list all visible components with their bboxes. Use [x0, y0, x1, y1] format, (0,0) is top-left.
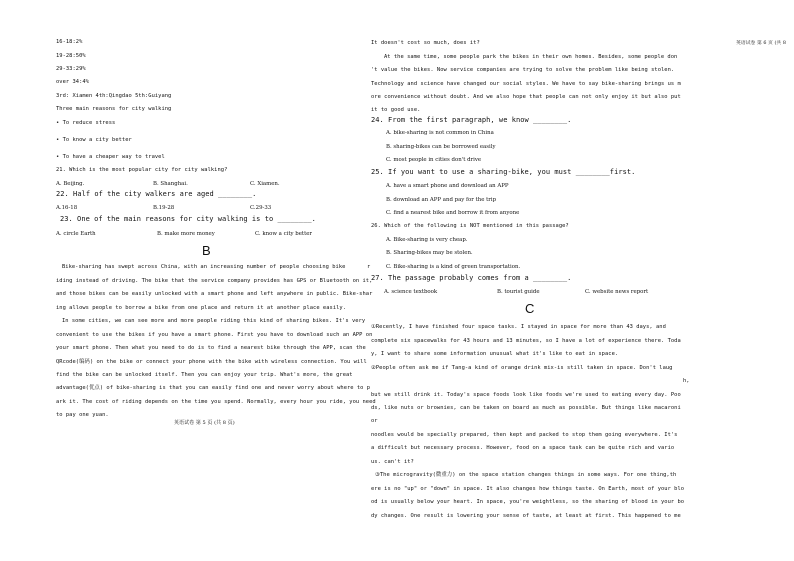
option-c: C. know a city better: [255, 231, 313, 237]
passage-line: it to good use.: [371, 107, 421, 113]
option-a: A. science textbook: [384, 289, 438, 295]
passage-line: In some cities, we can see more and more people riding this kind of sharing bikes. It's very: [62, 318, 366, 324]
option-a: A. circle Earth: [56, 231, 96, 237]
passage-line: ③The microgravity(微重力) on the space station changes things in some ways. For one thing,th: [375, 472, 677, 478]
passage-line: complete six spacewalks for 43 hours and 13 minutes, so I have a lot of experience there. Toda: [371, 338, 681, 344]
stat-line: 19-28:50%: [56, 53, 86, 59]
passage-line: It doesn't cost so much, does it?: [371, 40, 480, 46]
passage-line: ore convenience without doubt. And we also hope that people can not only enjoy it but also put: [371, 94, 681, 100]
reason-item: • To know a city better: [56, 137, 132, 143]
question-25: 25. If you want to use a sharing-bike, you must ________first.: [371, 168, 636, 176]
passage-line: dy changes. One result is lowering your sense of taste, at least at first. This happened to me: [371, 513, 681, 519]
option-b: B. make more money: [157, 231, 215, 237]
section-b-heading: B: [202, 243, 211, 258]
stat-line: 16-18:2%: [56, 39, 83, 45]
passage-line: us. can't it?: [371, 459, 414, 465]
option-b: B. tourist guide: [497, 289, 540, 295]
passage-line: od is usually below your heart. In space, you're weightless, so the sharing of blood in your bo: [371, 499, 685, 505]
passage-line: ark it. The cost of riding depends on the time you spend. Normally, every hour you ride, you need: [56, 399, 376, 405]
question-26: 26. Which of the following is NOT mentioned in this passage?: [371, 223, 569, 229]
page-footer: 英语试卷 第 5 页 (共 8 页): [174, 420, 235, 426]
stat-line: 29-33:29%: [56, 66, 86, 72]
option-b: B.19-28: [153, 205, 175, 211]
passage-line: Bike-sharing has swept across China, with an increasing number of people choosing bike: [62, 264, 346, 270]
question-27: 27. The passage probably comes from a ________.: [371, 274, 572, 282]
option-c: C. website news report: [585, 289, 649, 295]
passage-line: advantage(优点) of bike-sharing is that you can easily find one and never worry about where to p: [56, 385, 371, 391]
option-a: A. Bike-sharing is very cheap.: [386, 237, 468, 243]
reason-item: • To have a cheaper way to travel: [56, 154, 165, 160]
option-c: C.29-33: [250, 205, 272, 211]
passage-line: noodles would be specially prepared, then kept and packed to stop them going everywhere. It's: [371, 432, 678, 438]
reasons-title: Three main reasons for city walking: [56, 106, 172, 112]
passage-line: Technology and science have changed our social styles. We have to say bike-sharing brings us m: [371, 81, 681, 87]
option-a: A.16-18: [56, 205, 78, 211]
edge-glyph: r: [367, 264, 371, 270]
option-b: B. Sharing-bikes may be stolen.: [386, 250, 473, 256]
passage-line: find the bike can be unlocked itself. Then you can enjoy your trip. What's more, the great: [56, 372, 353, 378]
passage-line: ing allows people to borrow a bike from one place and return it at another place easily.: [56, 305, 346, 311]
section-c-heading: C: [525, 301, 535, 316]
question-21: 21. Which is the most popular city for city walking?: [56, 167, 228, 173]
stat-line: over 34:4%: [56, 79, 89, 85]
page-header: 英语试卷 第 6 页 (共 8: [736, 41, 786, 46]
question-24: 24. From the first paragraph, we know ________.: [371, 116, 572, 124]
passage-line: and those bikes can be easily unlocked with a smart phone and left anywhere in public. Bike-shar: [56, 291, 373, 297]
option-b: B. sharing-bikes can be borrowed easily: [386, 144, 496, 150]
passage-line: 't value the bikes. Now service companies are trying to solve the problem like being stolen.: [371, 67, 675, 73]
passage-line: or: [371, 418, 378, 424]
passage-line: a difficult but necessary process. However, food on a space task can be quite rich and vario: [371, 445, 675, 451]
passage-line: convenient to use the bikes if you have a smart phone. First you have to download such an APP on: [56, 332, 373, 338]
question-23: 23. One of the main reasons for city walking is to ________.: [60, 215, 316, 223]
passage-line: ds, like nuts or brownies, can be taken on board as much as possible. But things like macaroni: [371, 405, 681, 411]
passage-line: QRcode(编码) on the bike or connect your phone with the bike with wireless connection. You will: [56, 359, 367, 365]
passage-line: ②People often ask me if Tang-a kind of orange drink mix-is still taken in space. Don't laug: [371, 365, 673, 371]
passage-line: iding instead of driving. The bike that the service company provides has GPS or Bluetooth on it,: [56, 278, 373, 284]
passage-line: your smart phone. Then what you need to do is to find a nearest bike through the APP, scan the: [56, 345, 366, 351]
passage-line: h,: [683, 378, 690, 384]
question-22: 22. Half of the city walkers are aged ________.: [56, 190, 257, 198]
passage-line: At the same time, some people park the bikes in their own homes. Besides, some people don: [384, 54, 678, 60]
passage-line: y, I want to share some information unusual what it's like to eat in space.: [371, 351, 619, 357]
reason-item: • To reduce stress: [56, 120, 116, 126]
option-c: C. most people in cities don't drive: [386, 157, 482, 163]
option-c: C. find a nearest bike and borrow it from anyone: [386, 210, 520, 216]
option-b: B. download an APP and pay for the trip: [386, 197, 497, 203]
option-a: A. Beijing.: [56, 181, 85, 187]
option-b: B. Shanghai.: [153, 181, 188, 187]
passage-line: but we still drink it. Today's space foods look like foods we're used to eating every day. Poo: [371, 392, 681, 398]
option-a: A. bike-sharing is not common in China: [386, 130, 494, 136]
option-a: A. have a smart phone and download an APP: [386, 183, 509, 189]
passage-line: ere is no "up" or "down" in space. It also changes how things taste. On Earth, most of your blo: [371, 486, 685, 492]
option-c: C. Bike-sharing is a kind of green transportation.: [386, 264, 521, 270]
passage-line: to pay one yuan.: [56, 412, 109, 418]
stat-line: 3rd: Xiamen 4th:Qingdao 5th:Guiyang: [56, 93, 172, 99]
passage-line: ①Recently, I have finished four space tasks. I stayed in space for more than 43 days, and: [371, 324, 666, 330]
option-c: C. Xiamen.: [250, 181, 280, 187]
